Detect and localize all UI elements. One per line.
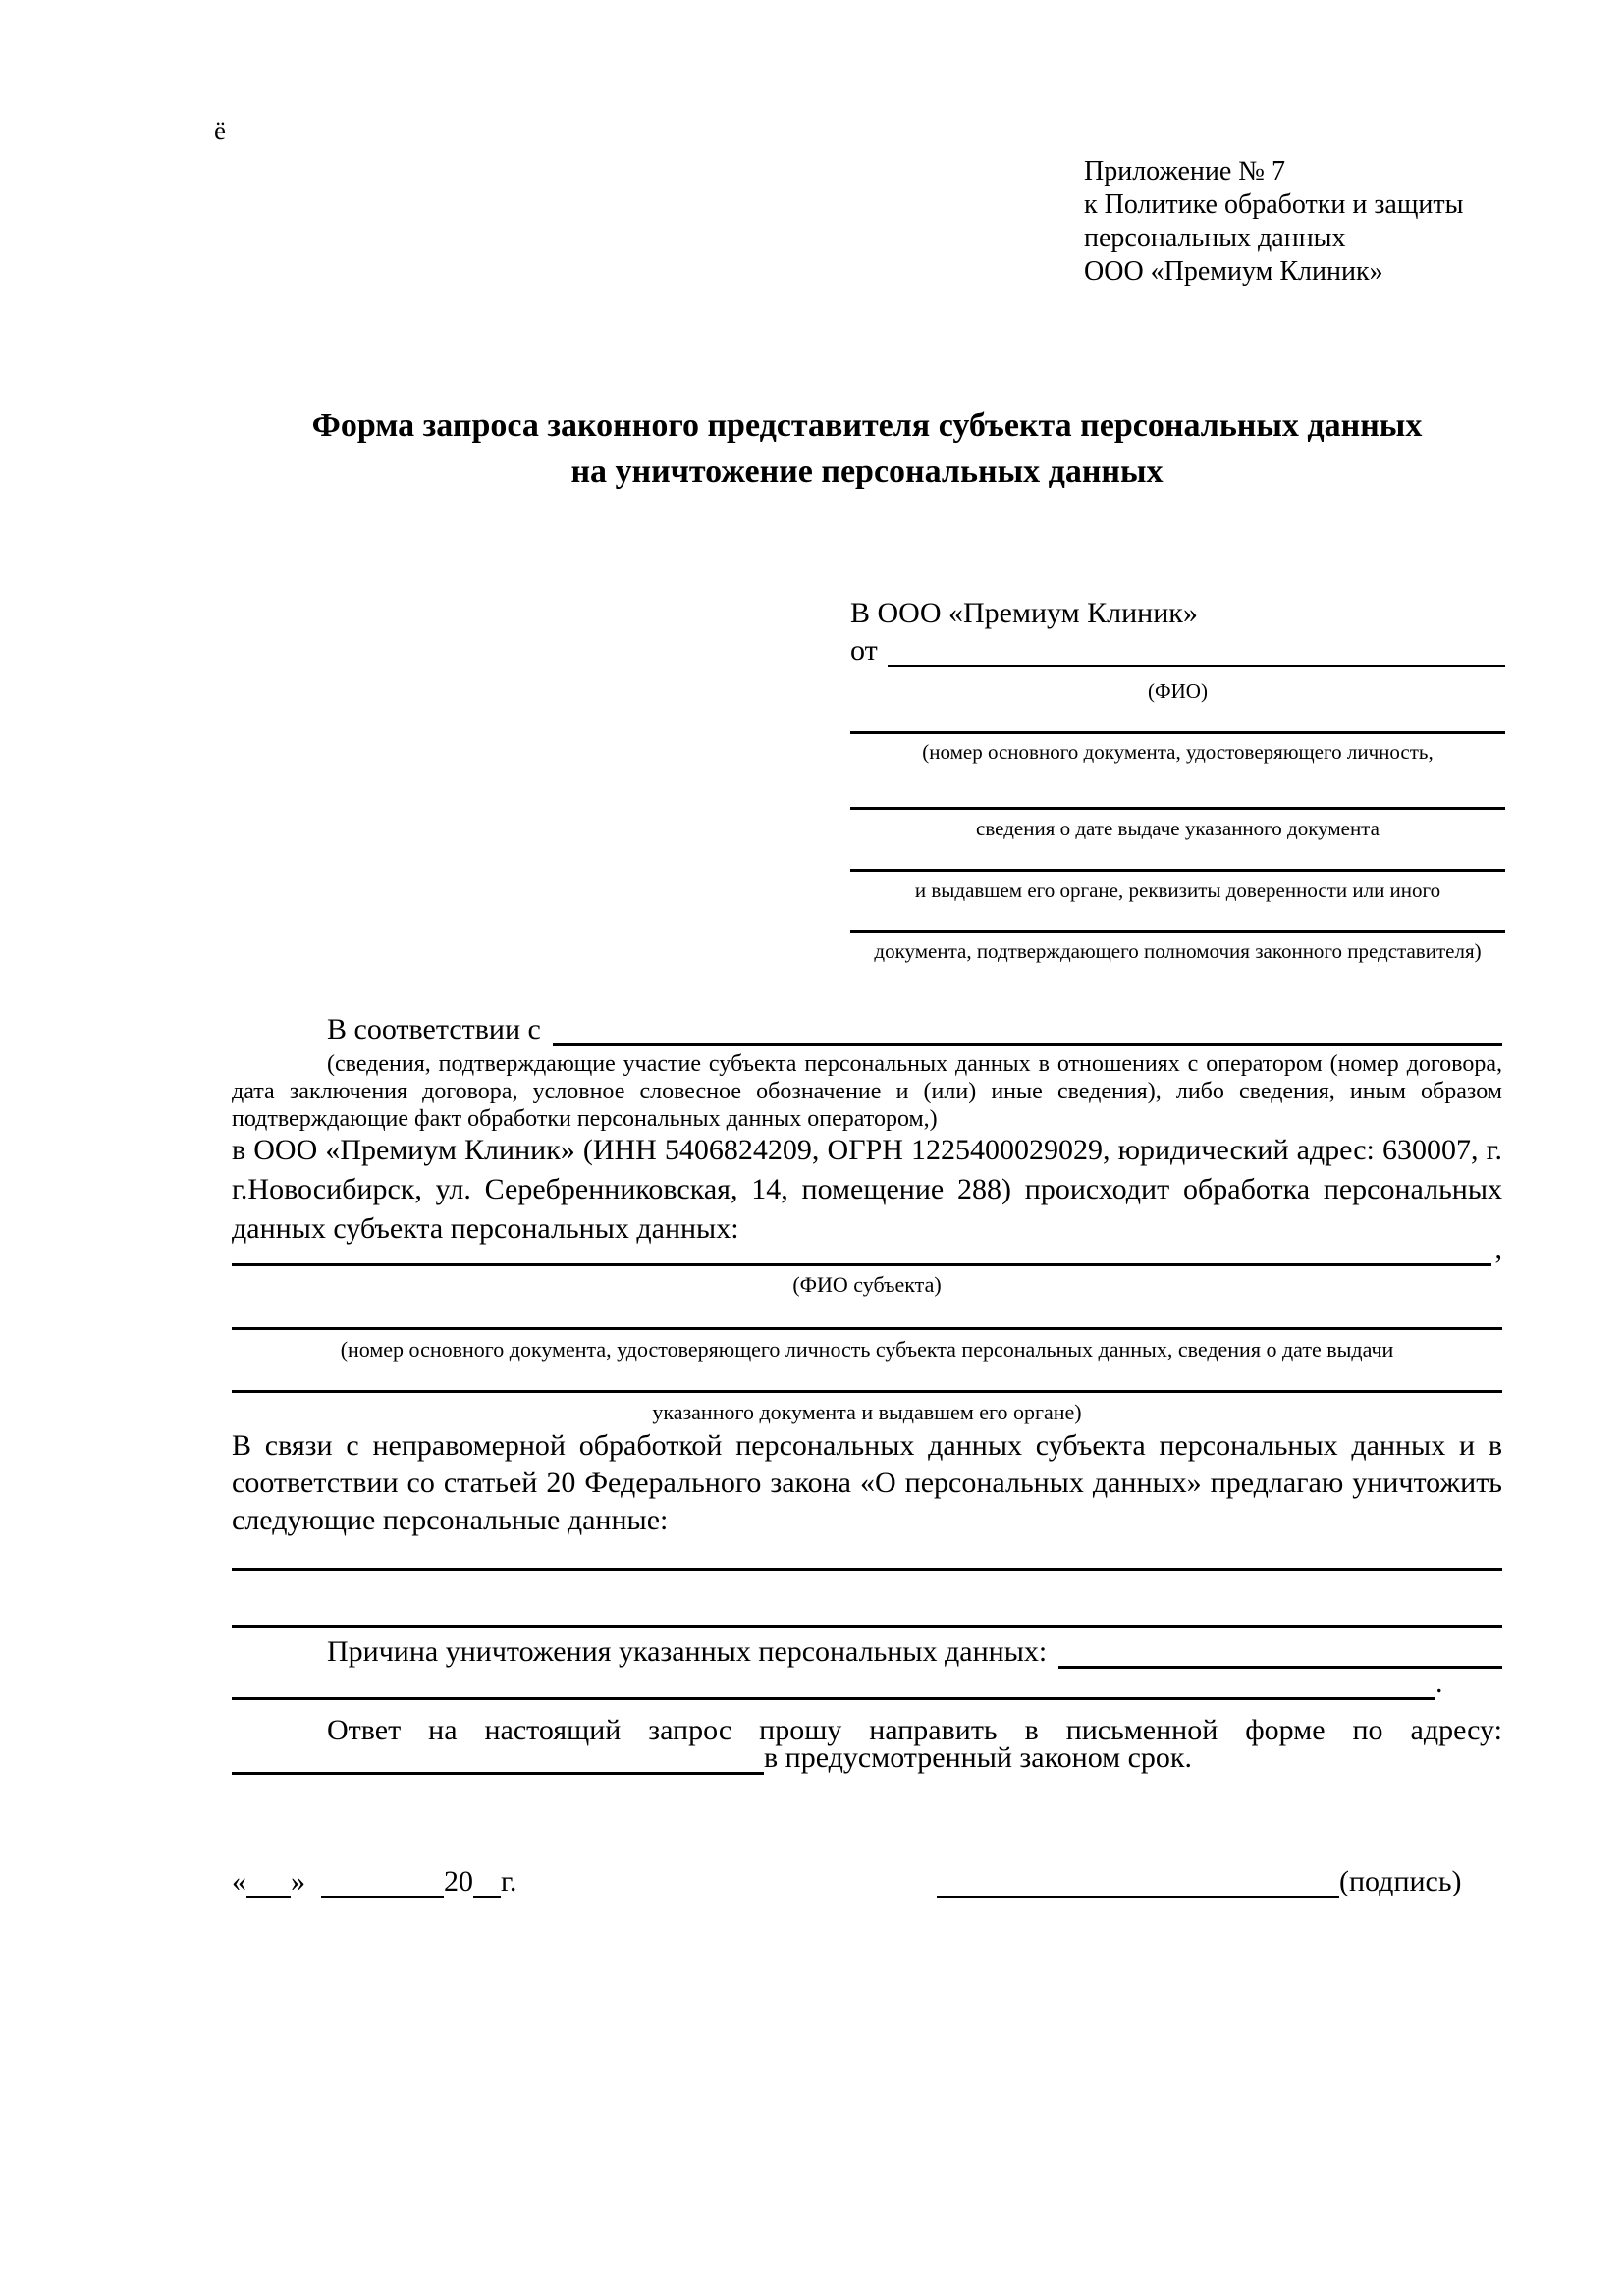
appendix-line: ООО «Премиум Клиник»: [1084, 256, 1383, 287]
reply-paragraph: Ответ на настоящий запрос прошу направить в письменной форме по адресу:: [327, 1714, 1502, 1746]
accordance-label: В соответствии с: [327, 1013, 541, 1045]
from-row: [850, 632, 1505, 667]
year-suffix: г.: [501, 1865, 517, 1897]
signature-caption: (подпись): [1339, 1865, 1462, 1897]
signature-field: [937, 1861, 1462, 1898]
fio-caption: (ФИО): [1148, 679, 1208, 703]
period: .: [1435, 1667, 1443, 1699]
blank-line: [850, 731, 1505, 734]
data-blank-line: [232, 1568, 1502, 1571]
stray-char: ё: [214, 116, 226, 145]
year-prefix: 20: [444, 1865, 473, 1897]
accordance-row: [232, 1009, 1502, 1046]
appendix-line: персональных данных: [1084, 223, 1346, 253]
signature-blank-line: [937, 1858, 1339, 1898]
open-quote: «: [232, 1865, 246, 1897]
date-field: [232, 1861, 516, 1898]
blank-caption: (номер основного документа, удостоверяющего личность,: [922, 740, 1434, 764]
reason-label: Причина уничтожения указанных персональных данных:: [327, 1635, 1048, 1668]
addressee-company: В ООО «Премиум Клиник»: [850, 597, 1198, 629]
blank-line: [850, 930, 1505, 933]
fineprint-note: (сведения, подтверждающие участие субъекта персональных данных в отношениях с оператором (номер договора, дата заключения договора, условное словесное обозначение и (или) иные сведения), либо сведения, иным образом подтверждающие факт обработки персональных данных оператором,): [232, 1051, 1502, 1132]
reply-deadline: в предусмотренный законом срок.: [764, 1741, 1192, 1774]
subject-doc-blank-line: [232, 1390, 1502, 1393]
operator-paragraph: в ООО «Премиум Клиник» (ИНН 5406824209, ОГРН 1225400029029, юридический адрес: 630007, г. г.Новосибирск, ул. Серебренниковская, 14, помещение 288) происходит обработка персональных данных субъекта персональных данных:: [232, 1134, 1502, 1245]
footer-row: [232, 1861, 1502, 1898]
blank-caption: сведения о дате выдаче указанного документа: [976, 817, 1380, 840]
reason-continuation-row: [232, 1667, 1502, 1700]
month-blank-line: [321, 1858, 444, 1898]
reason-continuation-blank-line: [232, 1664, 1435, 1700]
blank-line: [850, 807, 1505, 810]
title-line: Форма запроса законного представителя субъекта персональных данных: [311, 407, 1423, 444]
day-blank-line: [246, 1858, 291, 1898]
destruction-paragraph: В связи с неправомерной обработкой персональных данных субъекта персональных данных и в соответствии со статьей 20 Федерального закона «О персональных данных» предлагаю уничтожить следующие персональные данные:: [232, 1429, 1502, 1536]
year-blank-line: [473, 1858, 501, 1898]
address-blank-line: [232, 1740, 764, 1775]
subject-fio-blank-line: [232, 1232, 1491, 1266]
title-line: на уничтожение персональных данных: [570, 454, 1164, 490]
document-title: [232, 402, 1502, 495]
subject-doc-caption: (номер основного документа, удостоверяющего личность субъекта персональных данных, сведения о дате выдачи: [340, 1337, 1394, 1362]
spacer: [305, 1861, 321, 1898]
comma: ,: [1494, 1233, 1502, 1265]
blank-caption: и выдавшем его органе, реквизиты доверенности или иного: [914, 879, 1441, 902]
subject-doc-caption: указанного документа и выдавшем его органе): [652, 1400, 1082, 1424]
appendix-note: [1084, 155, 1463, 289]
data-blank-line: [232, 1625, 1502, 1628]
subject-fio-row: [232, 1235, 1502, 1266]
blank-caption: документа, подтверждающего полномочия законного представителя): [874, 939, 1482, 963]
close-quote: »: [291, 1865, 305, 1897]
from-blank-line: [888, 629, 1505, 667]
accordance-blank-line: [553, 1006, 1502, 1046]
fio-subject-caption: (ФИО субъекта): [792, 1272, 942, 1297]
appendix-line: к Политике обработки и защиты: [1084, 189, 1464, 220]
blank-line: [850, 869, 1505, 872]
reply-address-row: [232, 1743, 1502, 1775]
appendix-line: Приложение № 7: [1084, 156, 1285, 187]
from-label: от: [850, 634, 878, 667]
subject-doc-blank-line: [232, 1327, 1502, 1330]
addressee-block: [850, 597, 1505, 972]
